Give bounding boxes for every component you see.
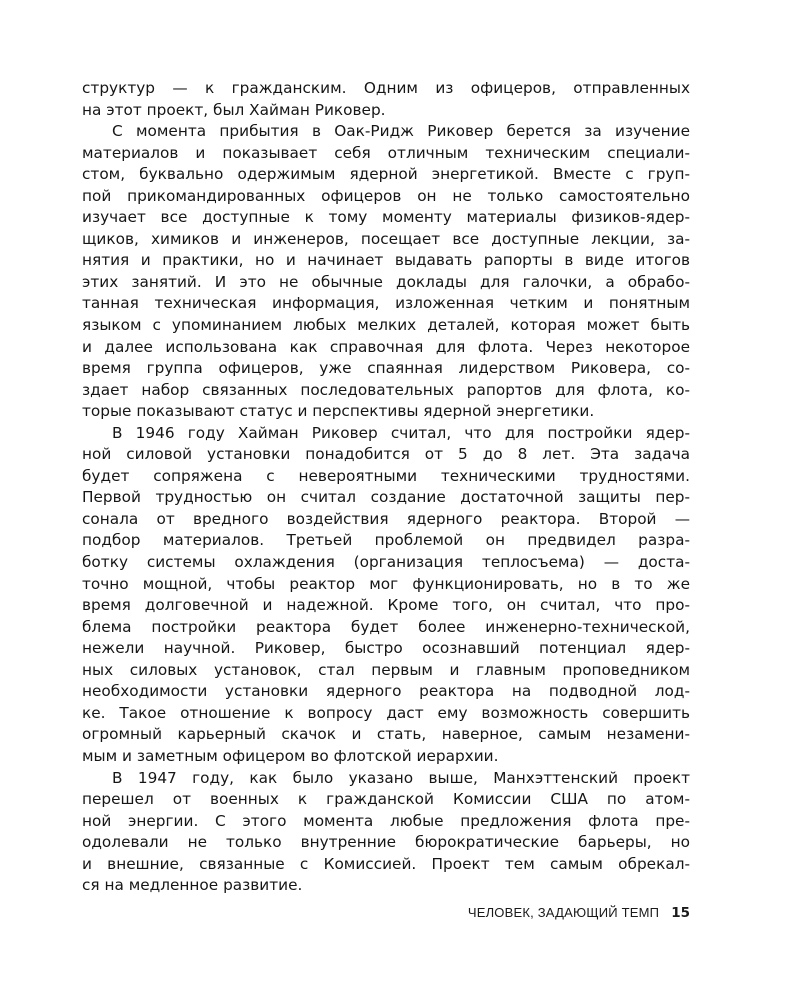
text-line: время долговечной и надежной. Кроме того, он считал, что про- [82,596,690,615]
text-line: ных силовых установок, стал первым и главным проповедником [82,660,690,679]
text-line: языком с упоминанием любых мелких деталей, которая может быть [82,316,690,335]
text-line: танная техническая информация, изложенная четким и понятным [82,294,690,313]
text-line: нятия и практики, но и начинает выдавать рапорты в виде итогов [82,251,690,270]
text-line: ботку системы охлаждения (организация теплосъема) — доста- [82,553,690,572]
text-line: торые показывают статус и перспективы ядерной энергетики. [82,402,595,421]
text-line: время группа офицеров, уже спаянная лидерством Риковера, со- [82,359,690,378]
text-line: изучает все доступные к тому моменту материалы физиков-ядер- [82,208,690,227]
text-line: ке. Такое отношение к вопросу даст ему возможность совершить [82,703,690,722]
text-line: и внешние, связанные с Комиссией. Проект тем самым обрекал- [82,854,690,873]
page-footer [400,904,690,924]
paragraph-start-line: С момента прибытия в Оак-Ридж Риковер берется за изучение [112,122,690,141]
text-line: пой прикомандированных офицеров он не только самостоятельно [82,186,690,205]
text-line: необходимости установки ядерного реактора на подводной лод- [82,682,690,701]
text-line: сонала от вредного воздействия ядерного реактора. Второй — [82,509,690,528]
text-line: на этот проект, был Хайман Риковер. [82,100,386,119]
text-line: стом, буквально одержимым ядерной энергетикой. Вместе с груп- [82,165,690,184]
paragraph-start-line: В 1946 году Хайман Риковер считал, что для постройки ядер- [112,423,690,442]
paragraph-start-line: В 1947 году, как было указано выше, Манхэттенский проект [112,768,690,787]
text-line: нежели научной. Риковер, быстро осознавший потенциал ядер- [82,639,690,658]
text-line: огромный карьерный скачок и стать, наверное, самым незамени- [82,725,690,744]
text-line: щиков, химиков и инженеров, посещает все доступные лекции, за- [82,229,690,248]
text-line: материалов и показывает себя отличным техническим специали- [82,143,690,162]
text-line: этих занятий. И это не обычные доклады для галочки, а обрабо- [82,272,690,291]
text-line: точно мощной, чтобы реактор мог функционировать, но в то же [82,574,690,593]
text-line: Первой трудностью он считал создание достаточной защиты пер- [82,488,690,507]
text-line: мым и заметным офицером во флотской иерархии. [82,746,499,765]
text-line: будет сопряжена с невероятными техническими трудностями. [82,466,690,485]
body-text [82,78,690,897]
text-line: ной силовой установки понадобится от 5 до 8 лет. Эта задача [82,445,690,464]
text-line: здает набор связанных последовательных рапортов для флота, ко- [82,380,690,399]
page-number: 15 [671,905,690,921]
running-head: ЧЕЛОВЕК, ЗАДАЮЩИЙ ТЕМП [467,905,660,920]
text-line: блема постройки реактора будет более инженерно-технической, [82,617,690,636]
text-line: перешел от военных к гражданской Комиссии США по атом- [82,790,690,809]
text-line: одолевали не только внутренние бюрократические барьеры, но [82,833,690,852]
text-line: ной энергии. С этого момента любые предложения флота пре- [82,811,690,830]
text-line: и далее использована как справочная для флота. Через некоторое [82,337,690,356]
text-line: ся на медленное развитие. [82,876,303,895]
text-line: подбор материалов. Третьей проблемой он предвидел разра- [82,531,690,550]
text-line: структур — к гражданским. Одним из офицеров, отправленных [82,79,690,97]
